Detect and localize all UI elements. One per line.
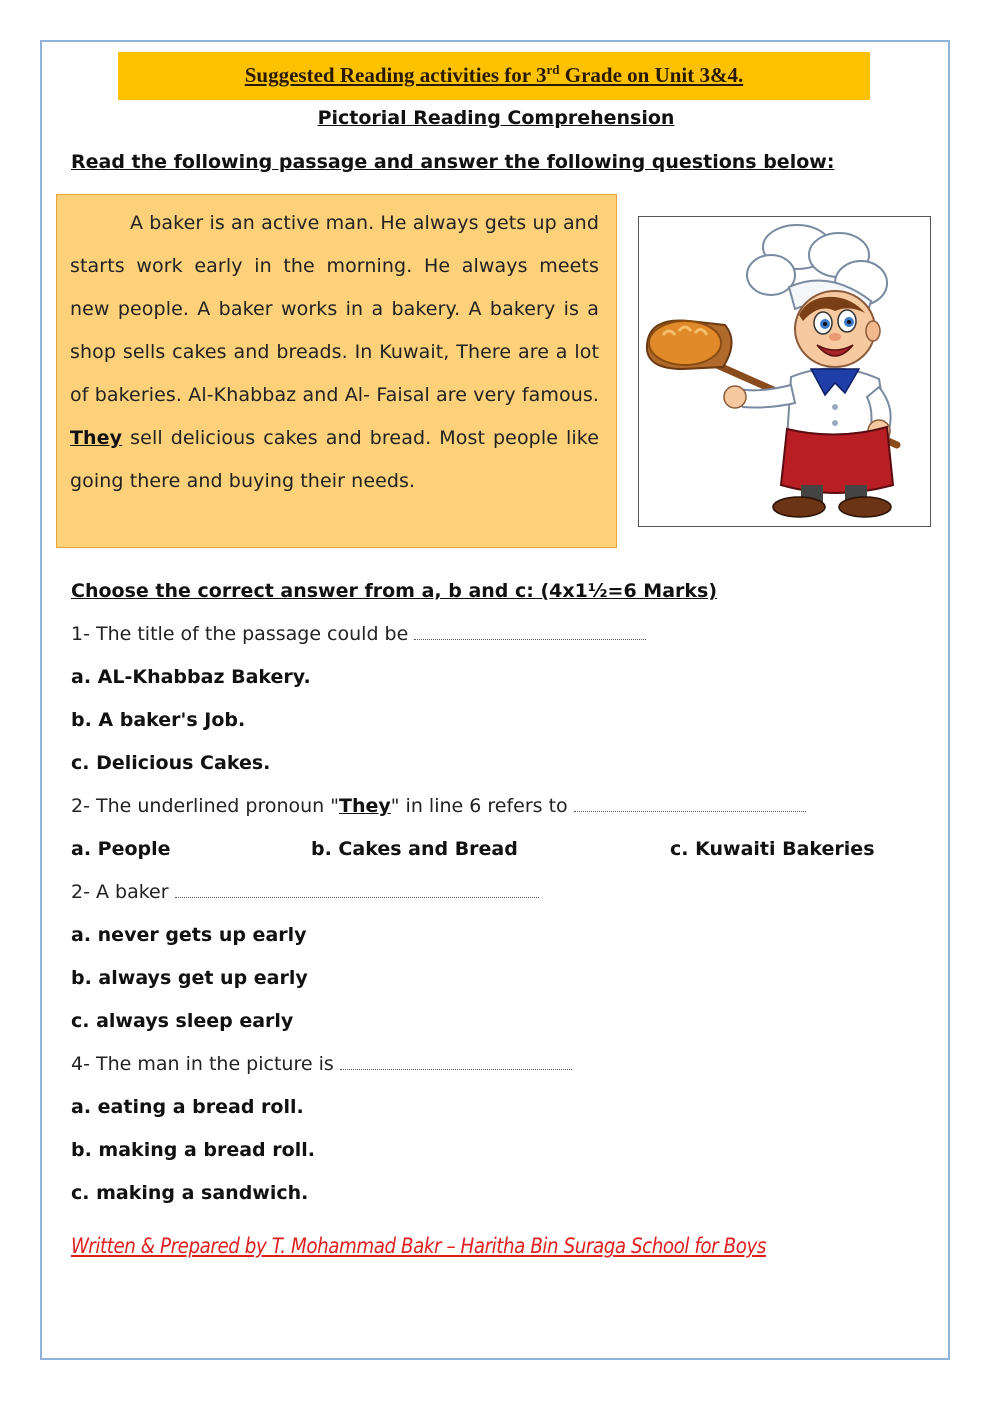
question-3 [71, 881, 539, 903]
question-2-option-a: a. People [71, 838, 171, 860]
instruction-text: Read the following passage and answer the following questions below: [71, 151, 835, 173]
question-2 [71, 795, 806, 817]
passage-text: A baker is an active man. He always gets up and starts work early in the morning. He always meets new people. A baker works in a bakery. A bakery is a shop sells cakes and breads. In Kuwait, There are a lot of bakeries. Al-Khabbaz and Al- Faisal are very famous. [70, 212, 599, 406]
section-title: Pictorial Reading Comprehension [317, 107, 675, 129]
banner-text: Suggested Reading activities for 3 [244, 63, 547, 87]
question-1-option-c: c. Delicious Cakes. [71, 752, 271, 774]
question-3-option-a: a. never gets up early [71, 924, 307, 946]
question-2-prompt: 2- The underlined pronoun " [71, 795, 340, 817]
page-banner [118, 52, 870, 100]
question-3-prompt: 2- A baker [71, 881, 169, 903]
baker-illustration [638, 216, 931, 527]
question-3-option-b: b. always get up early [71, 967, 308, 989]
question-4 [71, 1053, 572, 1075]
question-2-option-b: b. Cakes and Bread [311, 838, 518, 860]
answer-blank [175, 883, 539, 898]
question-3-option-c: c. always sleep early [71, 1010, 294, 1032]
question-2-option-c: c. Kuwaiti Bakeries [670, 838, 875, 860]
reading-passage [56, 194, 617, 548]
question-4-option-a: a. eating a bread roll. [71, 1096, 304, 1118]
question-1-option-a: a. AL-Khabbaz Bakery. [71, 666, 311, 688]
passage-paragraph [70, 202, 599, 503]
baker-image [639, 217, 930, 526]
answer-blank [414, 625, 646, 640]
question-4-prompt: 4- The man in the picture is [71, 1053, 334, 1075]
questions-heading: Choose the correct answer from a, b and c: (4x1½=6 Marks) [71, 580, 718, 602]
answer-blank [574, 797, 806, 812]
passage-text-end: sell delicious cakes and bread. Most people like going there and buying their needs. [70, 427, 599, 492]
question-4-option-b: b. making a bread roll. [71, 1139, 315, 1161]
banner-superscript: rd [546, 62, 560, 77]
question-2-prompt-end: " in line 6 refers to [390, 795, 568, 817]
question-1 [71, 623, 646, 645]
question-2-underlined-word: They [339, 795, 391, 817]
answer-blank [340, 1055, 572, 1070]
question-1-prompt: 1- The title of the passage could be [71, 623, 409, 645]
banner-text-end: Grade on Unit 3&4. [559, 63, 744, 87]
question-4-option-c: c. making a sandwich. [71, 1182, 309, 1204]
passage-underlined-word: They [70, 427, 123, 449]
author-credit: Written & Prepared by T. Mohammad Bakr – Haritha Bin Suraga School for Boys [71, 1234, 766, 1258]
question-1-option-b: b. A baker's Job. [71, 709, 246, 731]
